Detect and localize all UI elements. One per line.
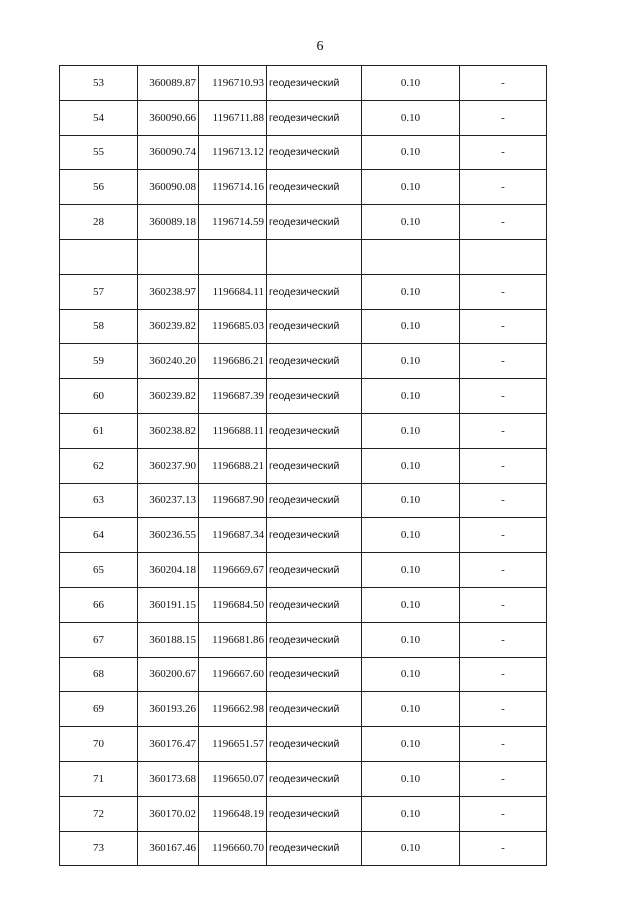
point-number-cell: 55 (60, 135, 138, 170)
y-coordinate-cell: 1196667.60 (199, 657, 267, 692)
point-number-cell: 61 (60, 413, 138, 448)
y-coordinate-cell: 1196713.12 (199, 135, 267, 170)
description-cell: - (460, 831, 547, 866)
point-number-cell: 53 (60, 66, 138, 101)
x-coordinate-cell: 360240.20 (138, 344, 199, 379)
x-coordinate-cell: 360193.26 (138, 692, 199, 727)
description-cell: - (460, 344, 547, 379)
table-row (60, 239, 547, 274)
y-coordinate-cell: 1196687.34 (199, 518, 267, 553)
point-number-cell: 60 (60, 379, 138, 414)
method-cell: геодезический (267, 692, 362, 727)
x-coordinate-cell: 360237.13 (138, 483, 199, 518)
method-cell: геодезический (267, 309, 362, 344)
table-row (60, 100, 547, 135)
method-cell (267, 239, 362, 274)
table-row (60, 553, 547, 588)
y-coordinate-cell: 1196662.98 (199, 692, 267, 727)
x-coordinate-cell: 360239.82 (138, 309, 199, 344)
accuracy-cell: 0.10 (362, 170, 460, 205)
accuracy-cell: 0.10 (362, 622, 460, 657)
y-coordinate-cell: 1196648.19 (199, 796, 267, 831)
table-row (60, 274, 547, 309)
y-coordinate-cell: 1196686.21 (199, 344, 267, 379)
x-coordinate-cell: 360167.46 (138, 831, 199, 866)
point-number-cell: 73 (60, 831, 138, 866)
method-cell: геодезический (267, 170, 362, 205)
accuracy-cell: 0.10 (362, 727, 460, 762)
y-coordinate-cell: 1196714.16 (199, 170, 267, 205)
accuracy-cell: 0.10 (362, 66, 460, 101)
table-row (60, 379, 547, 414)
x-coordinate-cell: 360204.18 (138, 553, 199, 588)
point-number-cell: 54 (60, 100, 138, 135)
accuracy-cell: 0.10 (362, 587, 460, 622)
table-row (60, 518, 547, 553)
description-cell: - (460, 622, 547, 657)
accuracy-cell: 0.10 (362, 100, 460, 135)
method-cell: геодезический (267, 483, 362, 518)
x-coordinate-cell: 360237.90 (138, 448, 199, 483)
point-number-cell: 71 (60, 761, 138, 796)
accuracy-cell: 0.10 (362, 344, 460, 379)
x-coordinate-cell: 360238.82 (138, 413, 199, 448)
accuracy-cell: 0.10 (362, 483, 460, 518)
y-coordinate-cell: 1196711.88 (199, 100, 267, 135)
description-cell: - (460, 205, 547, 240)
point-number-cell (60, 239, 138, 274)
method-cell: геодезический (267, 100, 362, 135)
table-row (60, 796, 547, 831)
accuracy-cell: 0.10 (362, 831, 460, 866)
x-coordinate-cell: 360090.74 (138, 135, 199, 170)
description-cell: - (460, 100, 547, 135)
method-cell: геодезический (267, 344, 362, 379)
x-coordinate-cell: 360238.97 (138, 274, 199, 309)
point-number-cell: 72 (60, 796, 138, 831)
table-row (60, 205, 547, 240)
table-row (60, 170, 547, 205)
description-cell: - (460, 379, 547, 414)
method-cell: геодезический (267, 622, 362, 657)
table-row (60, 622, 547, 657)
table-row (60, 413, 547, 448)
method-cell: геодезический (267, 379, 362, 414)
x-coordinate-cell: 360188.15 (138, 622, 199, 657)
x-coordinate-cell: 360191.15 (138, 587, 199, 622)
table-row (60, 344, 547, 379)
coordinates-table (59, 65, 547, 866)
method-cell: геодезический (267, 413, 362, 448)
y-coordinate-cell: 1196684.11 (199, 274, 267, 309)
method-cell: геодезический (267, 587, 362, 622)
table-row (60, 448, 547, 483)
method-cell: геодезический (267, 274, 362, 309)
method-cell: геодезический (267, 796, 362, 831)
accuracy-cell: 0.10 (362, 657, 460, 692)
point-number-cell: 65 (60, 553, 138, 588)
y-coordinate-cell: 1196660.70 (199, 831, 267, 866)
point-number-cell: 66 (60, 587, 138, 622)
table-row (60, 831, 547, 866)
y-coordinate-cell: 1196651.57 (199, 727, 267, 762)
table-row (60, 66, 547, 101)
point-number-cell: 59 (60, 344, 138, 379)
y-coordinate-cell: 1196688.21 (199, 448, 267, 483)
x-coordinate-cell: 360239.82 (138, 379, 199, 414)
accuracy-cell: 0.10 (362, 413, 460, 448)
accuracy-cell: 0.10 (362, 448, 460, 483)
point-number-cell: 68 (60, 657, 138, 692)
x-coordinate-cell (138, 239, 199, 274)
accuracy-cell: 0.10 (362, 309, 460, 344)
y-coordinate-cell: 1196681.86 (199, 622, 267, 657)
description-cell: - (460, 66, 547, 101)
description-cell: - (460, 170, 547, 205)
x-coordinate-cell: 360089.18 (138, 205, 199, 240)
description-cell: - (460, 796, 547, 831)
point-number-cell: 63 (60, 483, 138, 518)
y-coordinate-cell: 1196650.07 (199, 761, 267, 796)
table-row (60, 483, 547, 518)
description-cell: - (460, 761, 547, 796)
description-cell: - (460, 657, 547, 692)
x-coordinate-cell: 360176.47 (138, 727, 199, 762)
accuracy-cell: 0.10 (362, 135, 460, 170)
page-number: 6 (316, 39, 324, 54)
point-number-cell: 62 (60, 448, 138, 483)
x-coordinate-cell: 360089.87 (138, 66, 199, 101)
table-row (60, 135, 547, 170)
description-cell: - (460, 692, 547, 727)
table-row (60, 727, 547, 762)
point-number-cell: 69 (60, 692, 138, 727)
method-cell: геодезический (267, 135, 362, 170)
point-number-cell: 56 (60, 170, 138, 205)
method-cell: геодезический (267, 761, 362, 796)
method-cell: геодезический (267, 727, 362, 762)
x-coordinate-cell: 360170.02 (138, 796, 199, 831)
y-coordinate-cell (199, 239, 267, 274)
accuracy-cell: 0.10 (362, 553, 460, 588)
y-coordinate-cell: 1196687.39 (199, 379, 267, 414)
accuracy-cell: 0.10 (362, 274, 460, 309)
accuracy-cell: 0.10 (362, 761, 460, 796)
method-cell: геодезический (267, 553, 362, 588)
point-number-cell: 67 (60, 622, 138, 657)
description-cell: - (460, 483, 547, 518)
method-cell: геодезический (267, 831, 362, 866)
description-cell: - (460, 309, 547, 344)
x-coordinate-cell: 360236.55 (138, 518, 199, 553)
point-number-cell: 64 (60, 518, 138, 553)
method-cell: геодезический (267, 518, 362, 553)
description-cell: - (460, 727, 547, 762)
accuracy-cell: 0.10 (362, 205, 460, 240)
accuracy-cell: 0.10 (362, 518, 460, 553)
description-cell (460, 239, 547, 274)
accuracy-cell: 0.10 (362, 379, 460, 414)
table-row (60, 692, 547, 727)
description-cell: - (460, 413, 547, 448)
description-cell: - (460, 135, 547, 170)
point-number-cell: 28 (60, 205, 138, 240)
table-row (60, 657, 547, 692)
y-coordinate-cell: 1196669.67 (199, 553, 267, 588)
x-coordinate-cell: 360200.67 (138, 657, 199, 692)
description-cell: - (460, 587, 547, 622)
description-cell: - (460, 518, 547, 553)
accuracy-cell: 0.10 (362, 796, 460, 831)
description-cell: - (460, 553, 547, 588)
accuracy-cell (362, 239, 460, 274)
table-row (60, 587, 547, 622)
y-coordinate-cell: 1196684.50 (199, 587, 267, 622)
description-cell: - (460, 274, 547, 309)
x-coordinate-cell: 360090.66 (138, 100, 199, 135)
point-number-cell: 70 (60, 727, 138, 762)
table-row (60, 309, 547, 344)
table-row (60, 761, 547, 796)
y-coordinate-cell: 1196688.11 (199, 413, 267, 448)
x-coordinate-cell: 360090.08 (138, 170, 199, 205)
coordinates-table-body (60, 66, 547, 866)
y-coordinate-cell: 1196714.59 (199, 205, 267, 240)
description-cell: - (460, 448, 547, 483)
point-number-cell: 58 (60, 309, 138, 344)
accuracy-cell: 0.10 (362, 692, 460, 727)
y-coordinate-cell: 1196710.93 (199, 66, 267, 101)
point-number-cell: 57 (60, 274, 138, 309)
x-coordinate-cell: 360173.68 (138, 761, 199, 796)
method-cell: геодезический (267, 66, 362, 101)
y-coordinate-cell: 1196685.03 (199, 309, 267, 344)
method-cell: геодезический (267, 205, 362, 240)
y-coordinate-cell: 1196687.90 (199, 483, 267, 518)
method-cell: геодезический (267, 657, 362, 692)
method-cell: геодезический (267, 448, 362, 483)
